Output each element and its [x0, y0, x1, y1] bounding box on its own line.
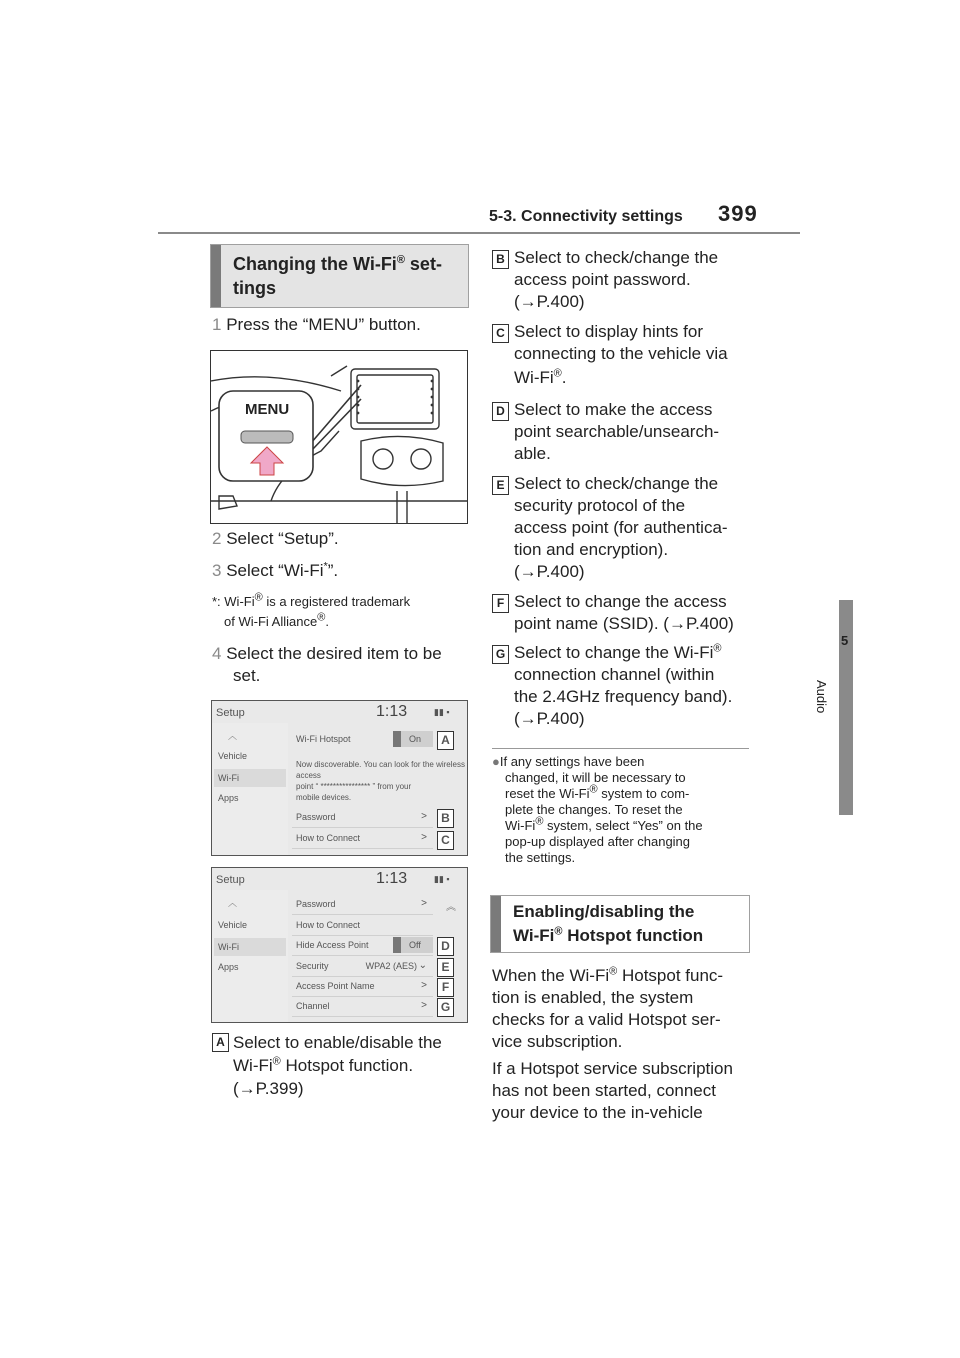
desc-line: access point (for authentica-: [514, 518, 728, 537]
hotspot-toggle[interactable]: [393, 731, 433, 747]
desc-line: Select to change the access: [514, 592, 727, 611]
step-1: [212, 314, 421, 336]
discoverable-message: [296, 759, 467, 803]
desc-line: Select to enable/disable the: [233, 1033, 442, 1052]
step-number: 2: [212, 529, 222, 548]
page-ref: (→P.400): [514, 562, 585, 581]
chevron-right-icon: >: [421, 832, 427, 843]
note-rule: [492, 748, 749, 749]
callout-label-a: A: [437, 731, 454, 750]
para-line: has not been started, connect: [492, 1081, 716, 1100]
heading-line1: Changing the Wi-Fi® set-: [233, 254, 442, 274]
section-heading-change-wifi: [210, 244, 469, 308]
chevron-right-icon: >: [421, 898, 427, 909]
signal-icon: ▮▮ ▪: [434, 707, 450, 717]
heading-bar: [491, 896, 501, 952]
bullet-icon: ●: [492, 754, 500, 769]
item-b-description: [514, 247, 718, 313]
callout-label-c: C: [437, 831, 454, 850]
desc-line: Wi-Fi® Hotspot function.: [233, 1055, 414, 1075]
callout-label-d: D: [437, 937, 454, 956]
sidebar-item-vehicle[interactable]: Vehicle: [218, 751, 248, 761]
security-value: WPA2 (AES): [365, 961, 417, 971]
step-2: [212, 528, 339, 550]
step-text: ”.: [327, 561, 339, 580]
screen-clock: 1:13: [376, 870, 408, 887]
setup-screen-2: [211, 867, 468, 1023]
label-f: F: [492, 594, 509, 613]
desc-line: point name (SSID). (→P.400): [514, 614, 734, 633]
desc-line: connection channel (within: [514, 665, 715, 684]
section-header: 5-3. Connectivity settings: [489, 208, 683, 225]
how-to-connect-row[interactable]: [292, 915, 433, 936]
para-line: If a Hotspot service subscription: [492, 1059, 733, 1078]
desc-line: Select to make the access: [514, 400, 713, 419]
menu-button-label: MENU: [245, 401, 290, 418]
desc-line: tion and encryption).: [514, 540, 669, 559]
footnote-line1: *: Wi-Fi® is a registered trademark: [212, 591, 411, 609]
note-line: plete the changes. To reset the: [505, 802, 683, 817]
toggle-value: On: [409, 734, 422, 744]
row-label: Hide Access Point: [296, 940, 369, 950]
footnote: [212, 591, 411, 630]
header-rule: [158, 232, 800, 234]
sidebar-item-wifi[interactable]: [214, 938, 286, 956]
row-label: Security: [296, 961, 329, 971]
step-3: [212, 560, 338, 582]
chapter-number: 5: [841, 633, 849, 648]
toggle-value: Off: [409, 940, 421, 950]
row-label: Wi-Fi Hotspot: [296, 734, 351, 744]
footnote-mark: *: [323, 560, 328, 573]
desc-line: Select to change the Wi-Fi®: [514, 642, 722, 662]
hide-access-point-toggle[interactable]: [393, 937, 433, 953]
message-line: point “ **************** ” from your: [296, 782, 412, 791]
step-text: Select “Wi-Fi: [226, 561, 324, 580]
chapter-label: Audio: [814, 680, 829, 714]
desc-line: Select to check/change the: [514, 248, 719, 267]
note: [492, 754, 703, 866]
message-line: mobile devices.: [296, 793, 352, 802]
page-ref: (→P.400): [514, 292, 585, 311]
label-e: E: [492, 476, 509, 495]
heading-bar: [211, 245, 221, 307]
message-line: Now discoverable. You can look for the wireless access: [296, 760, 465, 780]
desc-line: security protocol of the: [514, 496, 686, 515]
label-a: A: [212, 1033, 229, 1052]
item-e-description: [514, 473, 728, 583]
note-line: reset the Wi-Fi® system to com-: [505, 783, 690, 801]
sidebar-item-apps[interactable]: Apps: [218, 793, 239, 803]
chevron-right-icon: >: [421, 811, 427, 822]
step-4: [212, 643, 442, 687]
how-to-connect-row[interactable]: [292, 828, 433, 849]
sidebar-item-vehicle[interactable]: Vehicle: [218, 920, 248, 930]
toggle-indicator: [393, 937, 401, 953]
paragraph-hotspot-check: [492, 965, 723, 1053]
item-c-description: [514, 321, 728, 389]
para-line: your device to the in-vehicle: [492, 1103, 703, 1122]
chevron-down-icon: ⌄: [418, 960, 427, 971]
signal-icon: ▮▮ ▪: [434, 874, 450, 884]
desc-line: connecting to the vehicle via: [514, 344, 728, 363]
page-number: 399: [718, 201, 758, 226]
row-label: How to Connect: [296, 833, 361, 843]
chevron-up-icon: ︿: [228, 731, 238, 741]
page-ref: (→P.400): [514, 709, 585, 728]
step-number: 4: [212, 644, 222, 663]
password-row[interactable]: [292, 894, 433, 915]
note-line: Wi-Fi® system, select “Yes” on the: [505, 815, 703, 833]
row-label: Channel: [296, 1001, 330, 1011]
channel-row[interactable]: [292, 996, 433, 1017]
row-label: Password: [296, 812, 336, 822]
screen-sidebar: [212, 890, 288, 1022]
heading-line2: tings: [233, 278, 276, 298]
callout-label-f: F: [437, 978, 454, 997]
desc-line: Wi-Fi®.: [514, 367, 567, 387]
toggle-indicator: [393, 731, 401, 747]
step-number: 3: [212, 561, 222, 580]
screen-clock: 1:13: [376, 703, 408, 720]
chevron-right-icon: >: [421, 980, 427, 991]
para-line: tion is enabled, the system: [492, 988, 694, 1007]
item-f-description: [514, 591, 734, 635]
setup-screen-1: [211, 700, 468, 856]
note-line: changed, it will be necessary to: [505, 770, 686, 785]
screen-title: Setup: [216, 707, 245, 719]
desc-line: access point password.: [514, 270, 691, 289]
note-line: pop-up displayed after changing: [505, 834, 691, 849]
callout-label-g: G: [437, 998, 454, 1017]
section-heading-enable-hotspot: [490, 895, 750, 953]
chevron-right-icon: >: [421, 1000, 427, 1011]
heading-line2: Wi-Fi® Hotspot function: [513, 925, 704, 945]
page-ref: (→P.399): [233, 1079, 304, 1098]
desc-line: Select to display hints for: [514, 322, 703, 341]
item-g-description: [514, 642, 732, 730]
sidebar-item-label: Wi-Fi: [218, 942, 239, 952]
desc-line: able.: [514, 444, 551, 463]
label-g: G: [492, 645, 509, 664]
step-number: 1: [212, 315, 222, 334]
row-label: How to Connect: [296, 920, 361, 930]
screen-sidebar: [212, 723, 288, 855]
dashboard-illustration: [210, 350, 468, 524]
callout-label-b: B: [437, 809, 454, 828]
para-line: checks for a valid Hotspot ser-: [492, 1010, 721, 1029]
step-text: Press the “MENU” button.: [226, 315, 421, 334]
step-text: set.: [233, 666, 261, 685]
label-c: C: [492, 324, 509, 343]
dashboard-drawing: [211, 351, 467, 523]
footnote-line2: of Wi-Fi Alliance®.: [224, 611, 329, 629]
item-a-description: [233, 1031, 442, 1100]
desc-line: Select to check/change the: [514, 474, 719, 493]
scroll-up-icon[interactable]: ︽: [446, 902, 456, 913]
label-b: B: [492, 250, 509, 269]
sidebar-item-label: Wi-Fi: [218, 773, 239, 783]
row-label: Password: [296, 899, 336, 909]
para-line: When the Wi-Fi® Hotspot func-: [492, 965, 724, 985]
sidebar-item-wifi[interactable]: [214, 769, 286, 787]
hide-access-point-row[interactable]: [292, 935, 433, 956]
note-line: ●If any settings have been: [492, 754, 645, 769]
sidebar-item-apps[interactable]: Apps: [218, 962, 239, 972]
row-label: Access Point Name: [296, 981, 375, 991]
label-d: D: [492, 402, 509, 421]
desc-line: point searchable/unsearch-: [514, 422, 720, 441]
heading-line1: Enabling/disabling the: [513, 902, 695, 921]
screen-title: Setup: [216, 874, 245, 886]
desc-line: the 2.4GHz frequency band).: [514, 687, 733, 706]
step-text: Select “Setup”.: [226, 529, 339, 548]
wifi-hotspot-row[interactable]: [292, 729, 433, 749]
para-line: vice subscription.: [492, 1032, 623, 1051]
paragraph-subscription: [492, 1058, 733, 1124]
item-d-description: [514, 399, 719, 465]
access-point-name-row[interactable]: [292, 976, 433, 997]
chevron-up-icon: ︿: [228, 898, 238, 908]
step-text: Select the desired item to be: [226, 644, 442, 663]
password-row[interactable]: [292, 807, 433, 828]
security-row[interactable]: [292, 956, 433, 977]
note-line: the settings.: [505, 850, 576, 865]
callout-label-e: E: [437, 958, 454, 977]
